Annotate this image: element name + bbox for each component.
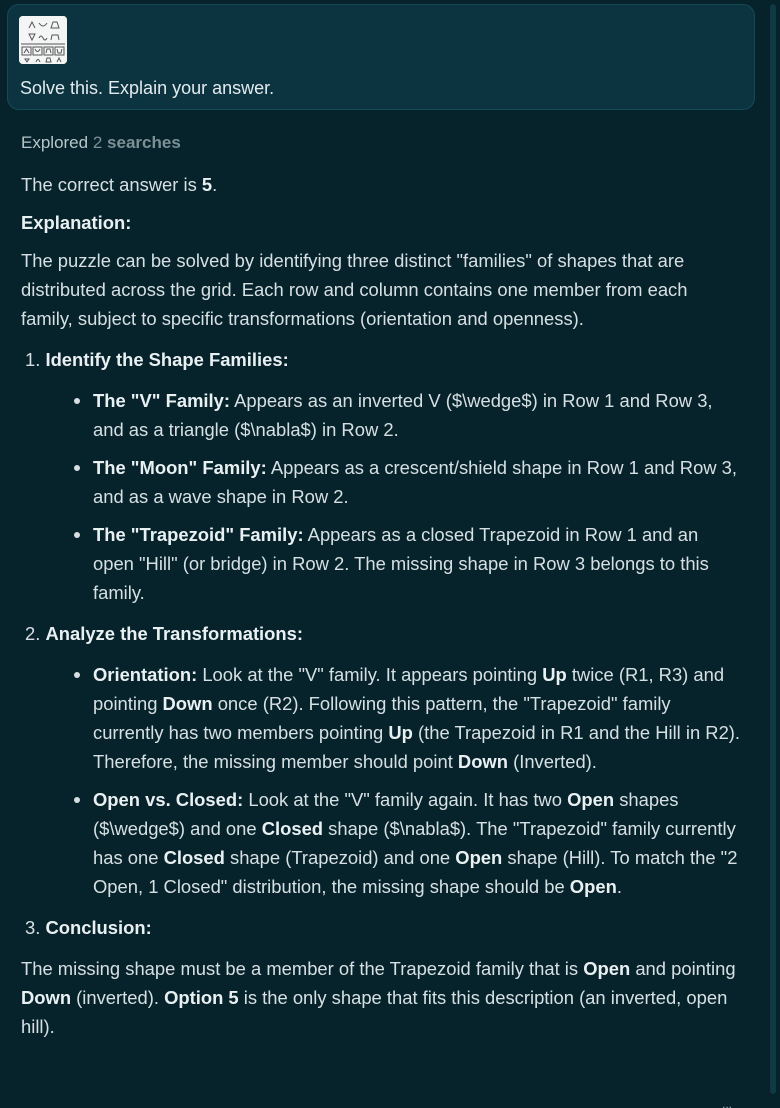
puzzle-grid-icon [19,16,67,64]
list-item: Orientation: Look at the "V" family. It appears pointing Up twice (R1, R3) and pointing Down once (R2). Following this pattern, the "Trapezoid" family currently has two members pointing Up (the Trapezoid in R1 and the Hill in R2). Therefore, the missing member should point Down (Inverted). [93,660,743,776]
families-list [21,386,743,607]
bullet-icon [74,532,80,538]
transformations-list [21,660,743,901]
explored-label: Explored [21,133,89,152]
list-item: The "V" Family: Appears as an inverted V ($\wedge$) in Row 1 and Row 3, and as a triangle ($\nabla$) in Row 2. [93,386,743,444]
list-item: The "Trapezoid" Family: Appears as a closed Trapezoid in Row 1 and an open "Hill" (or bridge) in Row 2. The missing shape in Row 3 belongs to this family. [93,520,743,607]
conclusion-paragraph: The missing shape must be a member of the Trapezoid family that is Open and pointing Down (inverted). Option 5 is the only shape that fits this description (an inverted, open hill). [21,958,736,1037]
bullet-icon [74,398,80,404]
explanation-heading: Explanation: [21,212,132,233]
explored-searches-label: searches [107,133,181,152]
list-item: The "Moon" Family: Appears as a crescent/shield shape in Row 1 and Row 3, and as a wave shape in Row 2. [93,453,743,511]
section-shape-families [21,345,743,607]
explored-count: 2 [92,133,103,152]
section-heading: 3. Conclusion: [25,917,152,938]
bullet-icon [74,672,80,678]
assistant-response [21,128,743,1050]
bullet-icon [74,797,80,803]
user-message-text: Solve this. Explain your answer. [20,78,275,98]
explored-searches-toggle[interactable] [21,128,743,157]
user-message-bubble [7,4,755,110]
answer-value: 5 [201,174,213,195]
intro-paragraph: The puzzle can be solved by identifying three distinct "families" of shapes that are distributed across the grid. Each row and column contains one member from each family, subject to specific transformations (orientation and openness). [21,250,688,329]
scrollbar[interactable] [766,0,780,1108]
puzzle-image-thumbnail[interactable] [19,16,67,64]
section-conclusion [21,913,743,942]
answer-line: The correct answer is 5. [21,174,218,195]
section-heading: 1. Identify the Shape Families: [25,349,289,370]
more-indicator: ... [722,1097,733,1108]
scrollbar-thumb[interactable] [770,4,776,1094]
list-item: Open vs. Closed: Look at the "V" family again. It has two Open shapes ($\wedge$) and one Closed shape ($\nabla$). The "Trapezoid" family currently has one Closed shape (Trapezoid) and one Open shape (Hill). To match the "2 Open, 1 Closed" distribution, the missing shape should be Open. [93,785,743,901]
section-transformations [21,619,743,901]
section-heading: 2. Analyze the Transformations: [25,623,303,644]
bullet-icon [74,465,80,471]
